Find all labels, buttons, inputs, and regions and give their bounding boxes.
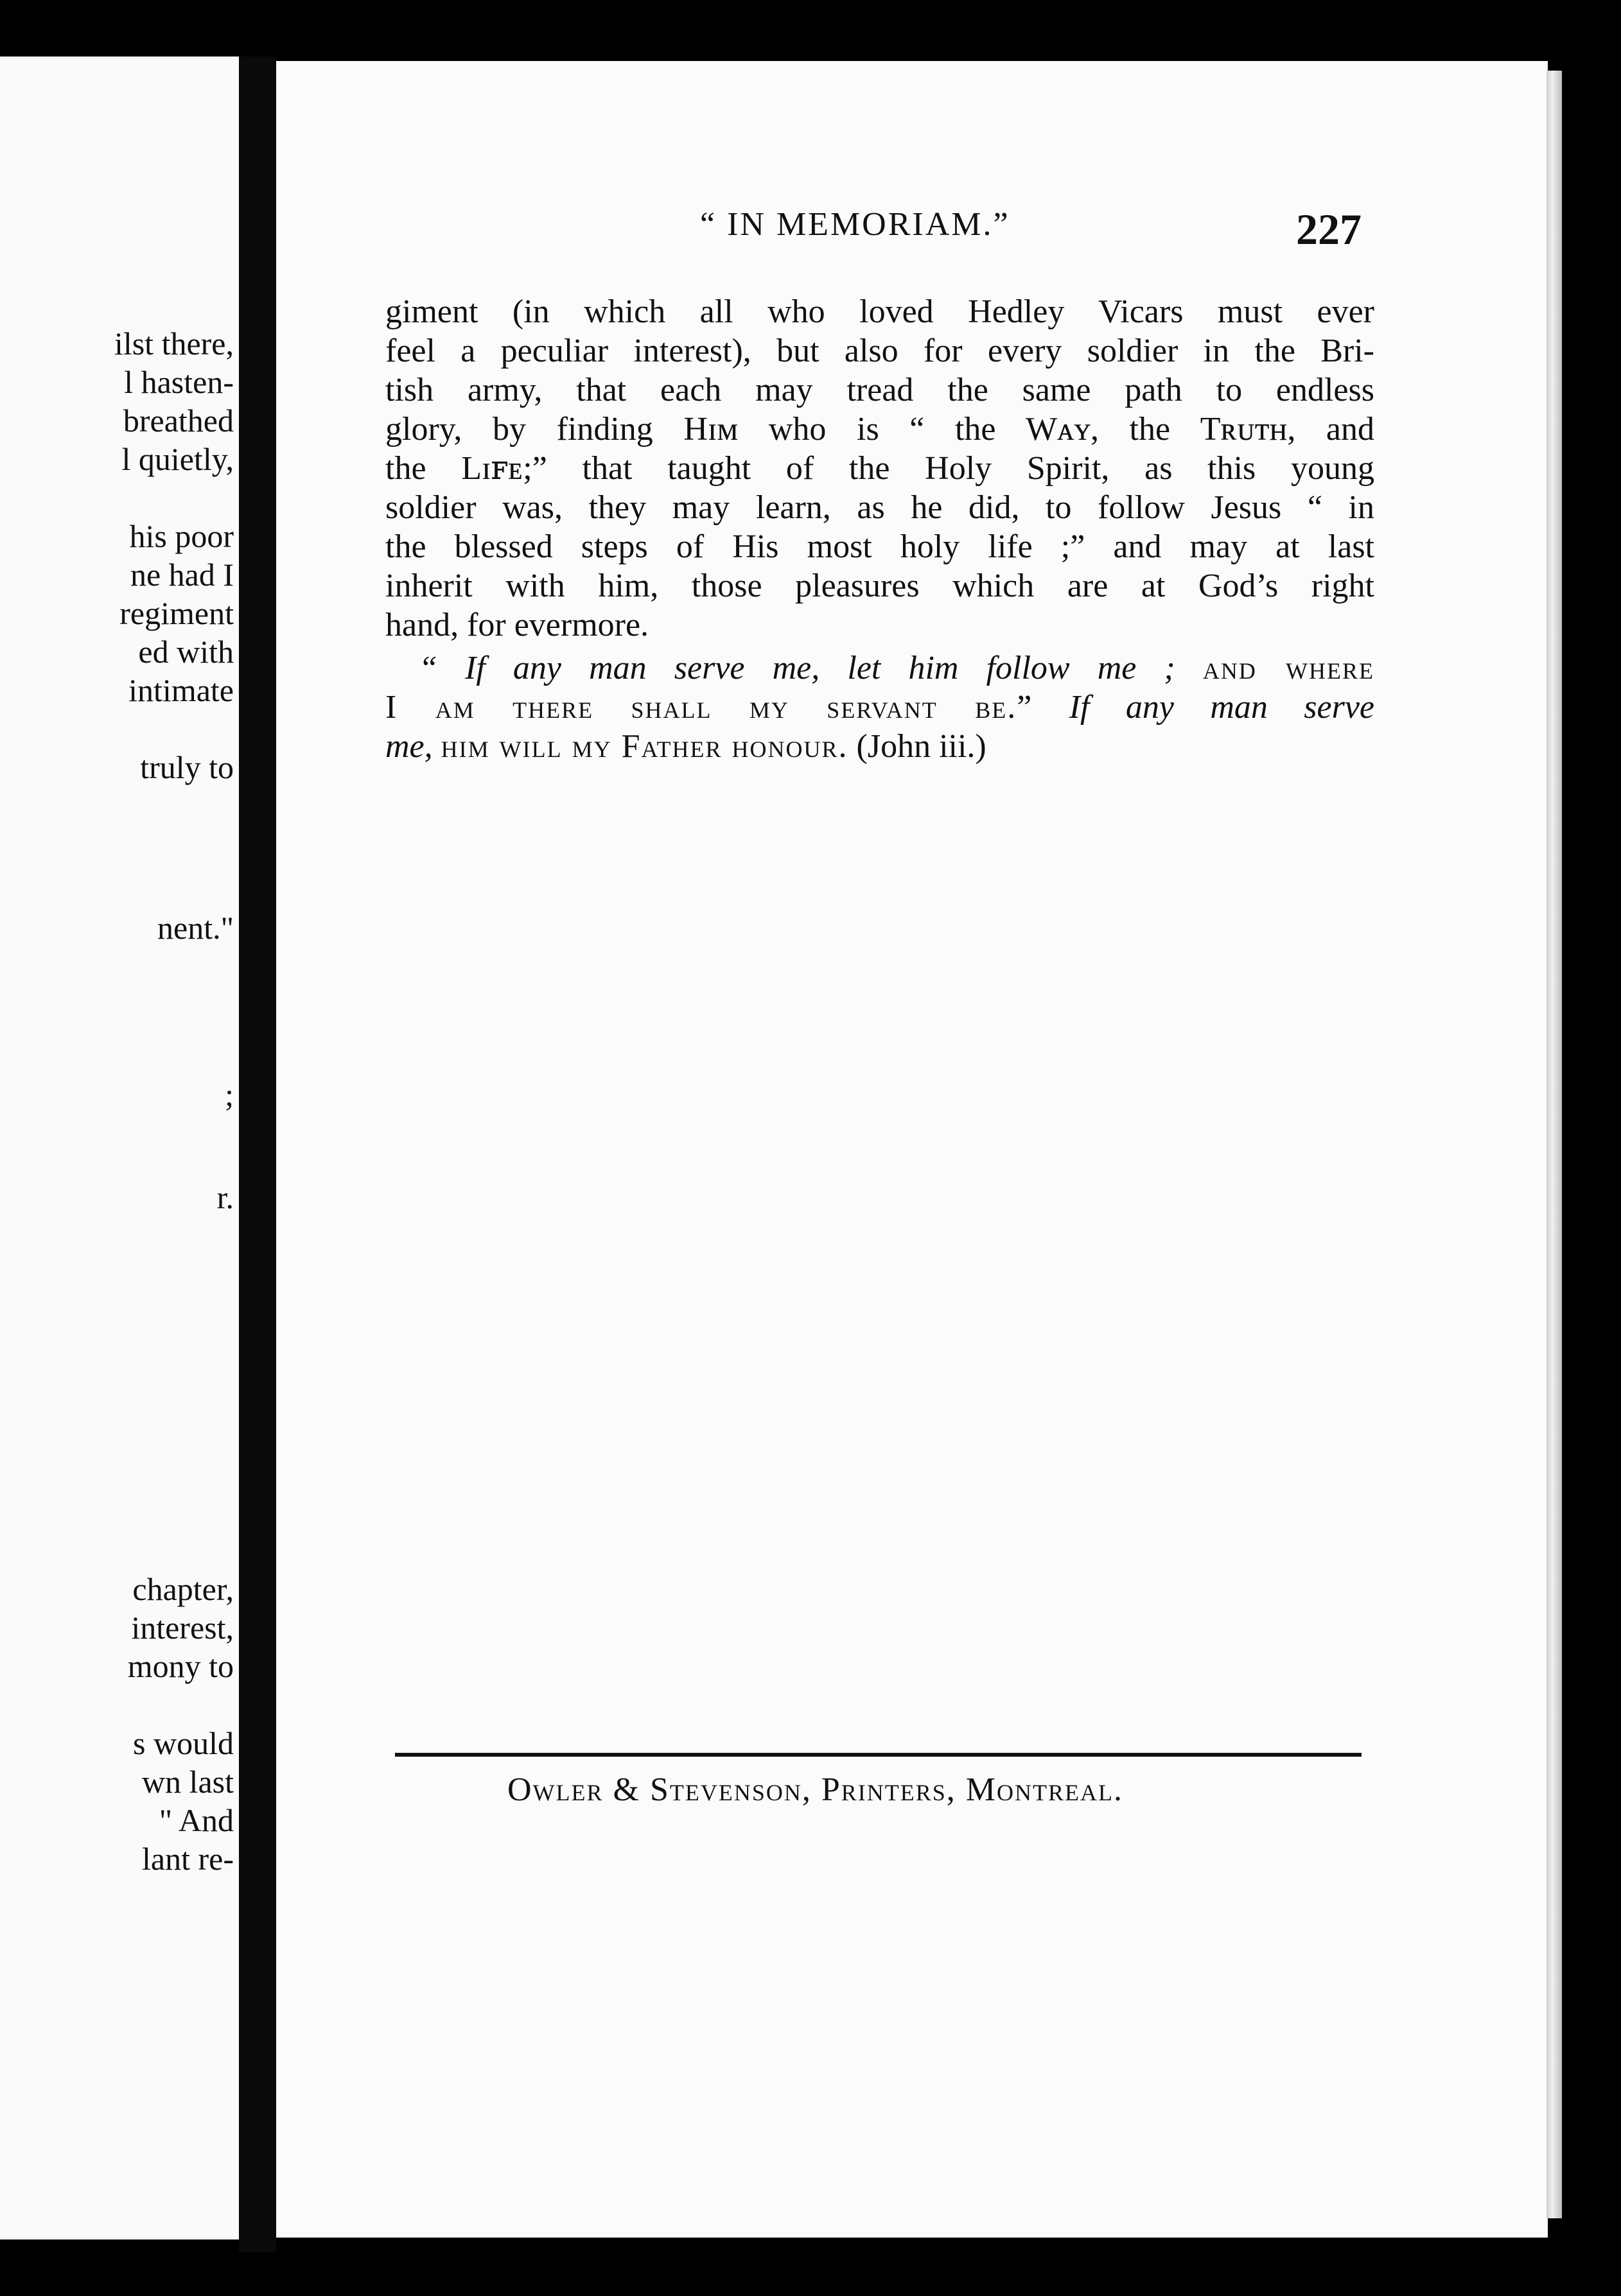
text-line: soldier was, they may learn, as he did, to follow Jesus “ in bbox=[385, 489, 1374, 526]
quote-italic: “ If any man serve me, let him follow me ; bbox=[419, 650, 1175, 686]
quote-caps: him will my Father honour. bbox=[441, 728, 848, 765]
page-edge bbox=[1547, 71, 1562, 2218]
left-line: his poor bbox=[129, 518, 234, 554]
page-number: 227 bbox=[1296, 205, 1362, 254]
scripture-quotation bbox=[385, 648, 1374, 766]
quote-line bbox=[385, 688, 1374, 727]
left-line: ne had I bbox=[130, 557, 234, 593]
text-line: inherit with him, those pleasures which are at God’s right bbox=[385, 568, 1374, 604]
quote-line bbox=[385, 648, 1374, 688]
left-line: chapter, bbox=[132, 1571, 234, 1607]
running-head: “ IN MEMORIAM.” bbox=[700, 206, 1010, 243]
left-line: s would bbox=[133, 1725, 234, 1761]
text-line: tish army, that each may tread the same path to endless bbox=[385, 372, 1374, 408]
left-line: ed with bbox=[138, 634, 234, 670]
text-line: giment (in which all who loved Hedley Vicars must ever bbox=[385, 293, 1374, 330]
printer-imprint: Owler & Stevenson, Printers, Montreal. bbox=[507, 1771, 1124, 1808]
quote-italic: me, bbox=[385, 728, 433, 765]
text-line: the blessed steps of His most holy life ;” and may at last bbox=[385, 528, 1374, 565]
text-line: the Lɪꜰᴇ;” that taught of the Holy Spirit, as this young bbox=[385, 450, 1374, 487]
quote-line bbox=[385, 727, 1374, 766]
left-line: intimate bbox=[128, 672, 234, 708]
left-line: wn last bbox=[141, 1764, 234, 1800]
book-spine bbox=[239, 57, 276, 2252]
quote-italic: If any man serve bbox=[1069, 689, 1374, 726]
quote-caps: I am there shall my servant be.” bbox=[385, 689, 1033, 726]
left-line: nent." bbox=[157, 910, 234, 946]
footer-rule bbox=[395, 1753, 1362, 1757]
left-line: mony to bbox=[127, 1648, 234, 1684]
text-line: glory, by finding Hɪᴍ who is “ the Wᴀʏ, the Tʀᴜᴛʜ, and bbox=[385, 411, 1374, 448]
quote-reference: (John iii.) bbox=[856, 728, 986, 765]
left-line: lant re- bbox=[142, 1841, 234, 1877]
left-line: regiment bbox=[119, 595, 234, 631]
left-line: interest, bbox=[131, 1610, 234, 1646]
left-line: breathed bbox=[123, 403, 234, 439]
main-text bbox=[385, 292, 1374, 766]
left-line: l quietly, bbox=[121, 441, 234, 477]
left-line: r. bbox=[216, 1179, 234, 1215]
left-page-fragment bbox=[0, 57, 239, 2239]
left-line: " And bbox=[159, 1802, 234, 1838]
text-line: feel a peculiar interest), but also for every soldier in the Bri- bbox=[385, 333, 1374, 369]
quote-caps: and where bbox=[1202, 650, 1375, 686]
left-line: ilst there, bbox=[114, 326, 234, 361]
left-line: l hasten- bbox=[124, 364, 234, 400]
text-line: hand, for evermore. bbox=[385, 607, 649, 643]
left-line: ; bbox=[225, 1077, 234, 1113]
left-line: truly to bbox=[140, 749, 234, 785]
